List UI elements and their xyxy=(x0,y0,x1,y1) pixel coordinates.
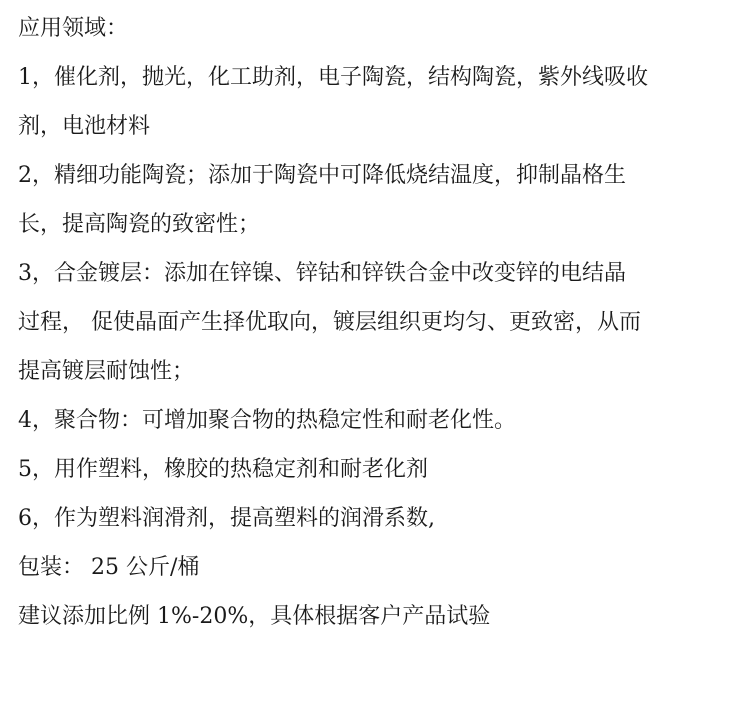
list-item-4-line-1: 4，聚合物：可增加聚合物的热稳定性和耐老化性。 xyxy=(18,408,516,433)
list-item-3 xyxy=(18,249,750,396)
list-item-1-line-1: 1，催化剂，抛光，化工助剂，电子陶瓷，结构陶瓷，紫外线吸收 xyxy=(18,65,648,90)
packaging-text: 包装： 25 公斤/桶 xyxy=(18,555,200,580)
list-item-2 xyxy=(18,151,750,249)
list-item-6-line-1: 6，作为塑料润滑剂，提高塑料的润滑系数, xyxy=(18,506,435,531)
list-item-1-line-2: 剂，电池材料 xyxy=(18,114,151,139)
list-item-5-line-1: 5，用作塑料，橡胶的热稳定剂和耐老化剂 xyxy=(18,457,428,482)
list-item-4 xyxy=(18,396,750,445)
section-heading: 应用领域： xyxy=(18,16,129,41)
list-item-2-line-1: 2，精细功能陶瓷；添加于陶瓷中可降低烧结温度，抑制晶格生 xyxy=(18,163,626,188)
list-item-2-line-2: 长，提高陶瓷的致密性； xyxy=(18,212,261,237)
list-item-3-line-1: 3，合金镀层：添加在锌镍、锌钴和锌铁合金中改变锌的电结晶 xyxy=(18,261,626,286)
list-item-3-line-2: 过程， 促使晶面产生择优取向，镀层组织更均匀、更致密，从而 xyxy=(18,310,641,335)
list-item-1 xyxy=(18,53,750,151)
list-item-3-line-3: 提高镀层耐蚀性； xyxy=(18,359,195,384)
list-item-6 xyxy=(18,494,750,543)
suggestion-text: 建议添加比例 1%-20%，具体根据客户产品试验 xyxy=(18,604,491,629)
list-item-5 xyxy=(18,445,750,494)
